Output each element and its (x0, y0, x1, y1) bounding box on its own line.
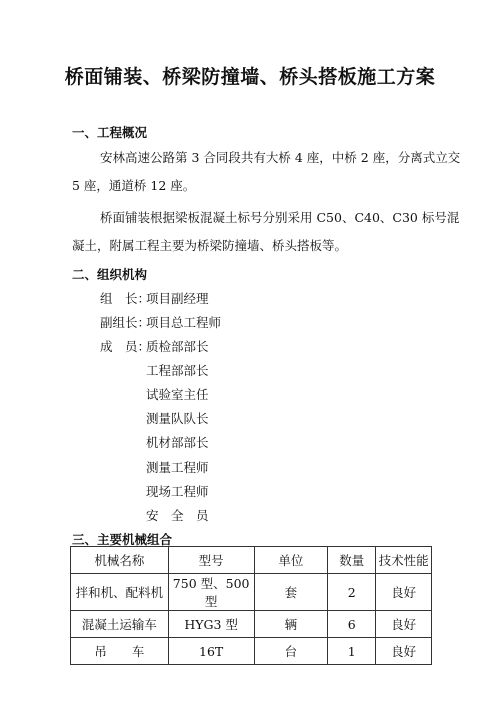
member-item: 安 全 员 (146, 508, 209, 523)
overview-paragraph-1-line-2: 5 座，通道桥 12 座。 (72, 178, 196, 193)
table-row (71, 638, 432, 665)
section-heading-machinery: 三、主要机械组合 (72, 532, 173, 547)
member-item: 机材部部长 (146, 435, 209, 450)
table-cell: 台 (254, 638, 328, 665)
member-item: 试验室主任 (146, 387, 209, 402)
leader-label: 组 长： (100, 291, 151, 306)
member-item: 工程部部长 (146, 363, 209, 378)
table-row (71, 574, 432, 611)
table-cell: 良好 (376, 574, 432, 611)
column-header: 机械名称 (71, 547, 169, 574)
member-item: 质检部部长 (146, 339, 209, 354)
deputy-label: 副组长： (100, 315, 151, 330)
members-label: 成 员： (100, 339, 151, 354)
table-cell: 1 (328, 638, 376, 665)
member-item: 现场工程师 (146, 484, 209, 499)
column-header: 技术性能 (376, 547, 432, 574)
column-header: 数量 (328, 547, 376, 574)
overview-paragraph-1-line-1: 安林高速公路第 3 合同段共有大桥 4 座，中桥 2 座，分离式立交 (100, 150, 461, 165)
overview-paragraph-2-line-2: 凝土，附属工程主要为桥梁防撞墙、桥头搭板等。 (72, 238, 348, 253)
deputy-value: 项目总工程师 (146, 315, 222, 330)
table-row (71, 611, 432, 638)
member-item: 测量队队长 (146, 411, 209, 426)
column-header: 单位 (254, 547, 328, 574)
column-header: 型号 (168, 547, 254, 574)
section-heading-overview: 一、工程概况 (72, 125, 148, 140)
table-cell: 拌和机、配料机 (71, 574, 169, 611)
section-heading-organization: 二、组织机构 (72, 267, 148, 282)
table-cell: 辆 (254, 611, 328, 638)
leader-value: 项目副经理 (146, 291, 209, 306)
table-cell: 16T (168, 638, 254, 665)
member-item: 测量工程师 (146, 460, 209, 475)
table-cell: 良好 (376, 611, 432, 638)
table-header-row (71, 547, 432, 574)
table-cell: 混凝土运输车 (71, 611, 169, 638)
table-cell: 6 (328, 611, 376, 638)
table-cell: 套 (254, 574, 328, 611)
overview-paragraph-2-line-1: 桥面铺装根据梁板混凝土标号分别采用 C50、C40、C30 标号混 (100, 210, 460, 225)
table-cell: 良好 (376, 638, 432, 665)
table-cell: HYG3 型 (168, 611, 254, 638)
table-cell: 吊 车 (71, 638, 169, 665)
table-cell: 750 型、500 型 (168, 574, 254, 611)
machinery-table (70, 546, 432, 665)
table-cell: 2 (328, 574, 376, 611)
document-title: 桥面铺装、桥梁防撞墙、桥头搭板施工方案 (64, 66, 436, 88)
